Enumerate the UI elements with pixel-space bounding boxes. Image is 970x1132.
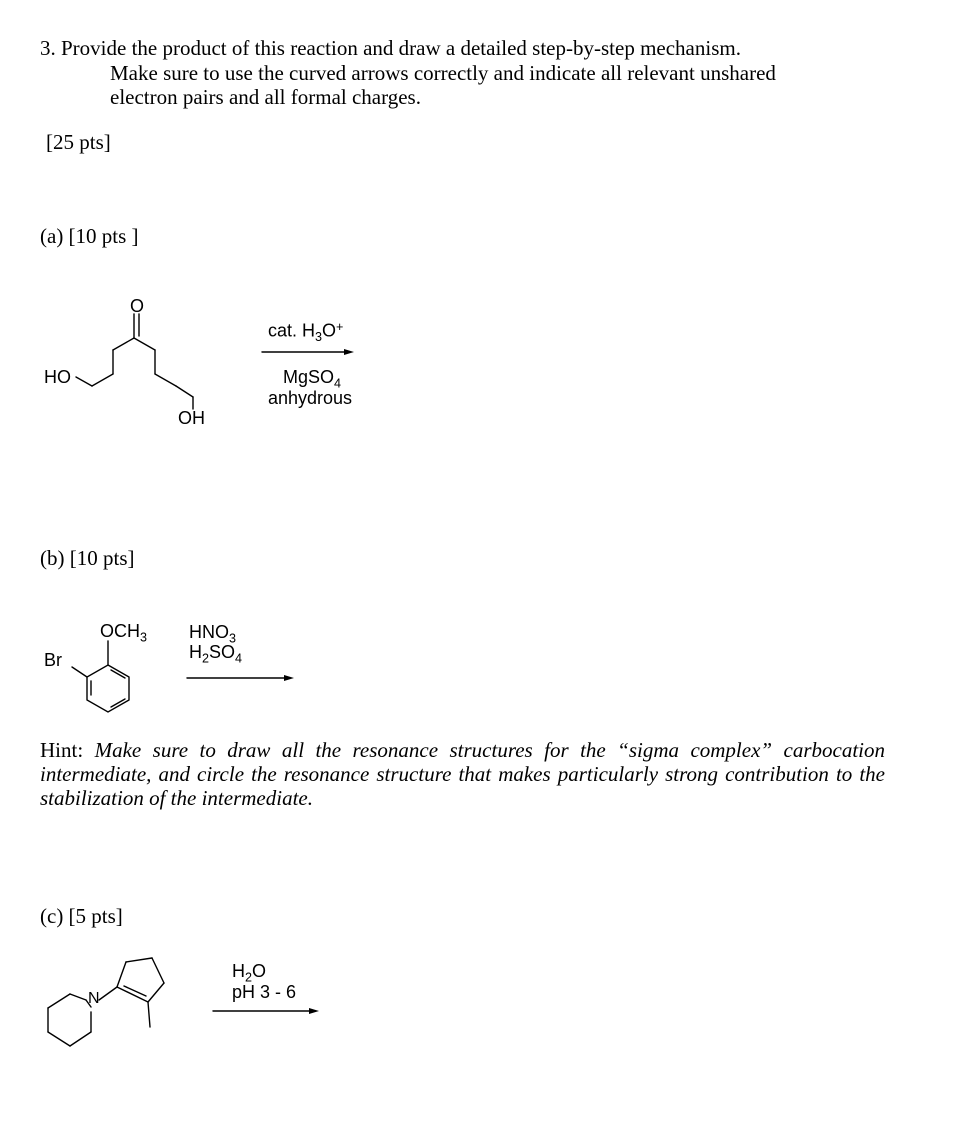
bond xyxy=(48,1032,70,1046)
part-a-ketone-oxygen: O xyxy=(130,296,145,316)
bond xyxy=(70,1032,91,1046)
part-b-reagent-nitric-acid: $HNO_3$ xyxy=(189,622,237,646)
bond xyxy=(48,994,70,1008)
bond xyxy=(117,962,126,987)
part-c-reagent-ph: pH 3 - 6 xyxy=(232,982,297,1002)
part-c-nitrogen: N xyxy=(88,990,100,1007)
part-b-methoxy-group: $OCH_3$ xyxy=(100,621,148,645)
part-b-bromo-group: Br xyxy=(44,650,62,670)
hint-lead: Hint: xyxy=(40,738,84,762)
bond xyxy=(99,987,117,1000)
hint-text: Make sure to draw all the resonance structures for the “sigma complex” carbocation intermediate, and circle the resonance structure that makes particularly strong contribution to the stabilization of the intermediate. xyxy=(40,738,886,810)
bond xyxy=(148,983,164,1002)
part-c-label: (c) [5 pts] xyxy=(40,904,123,928)
bond xyxy=(126,958,152,962)
part-a-right-hydroxyl: OH xyxy=(178,408,205,428)
part-b-reagent-sulfuric-acid: $H_2SO_4$ xyxy=(189,642,243,666)
reaction-arrow-head xyxy=(309,1008,319,1014)
bond xyxy=(152,958,164,983)
part-a-reagent-condition: anhydrous xyxy=(268,388,353,408)
question-instruction-line2: Make sure to use the curved arrows correctly and indicate all relevant unshared xyxy=(110,61,776,85)
part-a-reagent-catalyst: cat. $H_3O^+$ xyxy=(268,320,344,345)
question-instruction-line3: electron pairs and all formal charges. xyxy=(110,85,421,109)
bond xyxy=(148,1002,150,1027)
part-a-label: (a) [10 pts ] xyxy=(40,224,139,248)
bond xyxy=(124,986,146,996)
question-points: [25 pts] xyxy=(46,130,111,154)
part-a-reagent-drying-agent: MgSO$_4$ xyxy=(283,367,342,391)
bond xyxy=(70,994,86,1000)
part-b-label: (b) [10 pts] xyxy=(40,546,135,570)
part-a-left-hydroxyl: HO xyxy=(44,367,71,387)
part-c-reagent-water: $H_2O$ xyxy=(232,961,267,985)
question-title: 3. Provide the product of this reaction and draw a detailed step-by-step mechanism. xyxy=(40,36,741,60)
